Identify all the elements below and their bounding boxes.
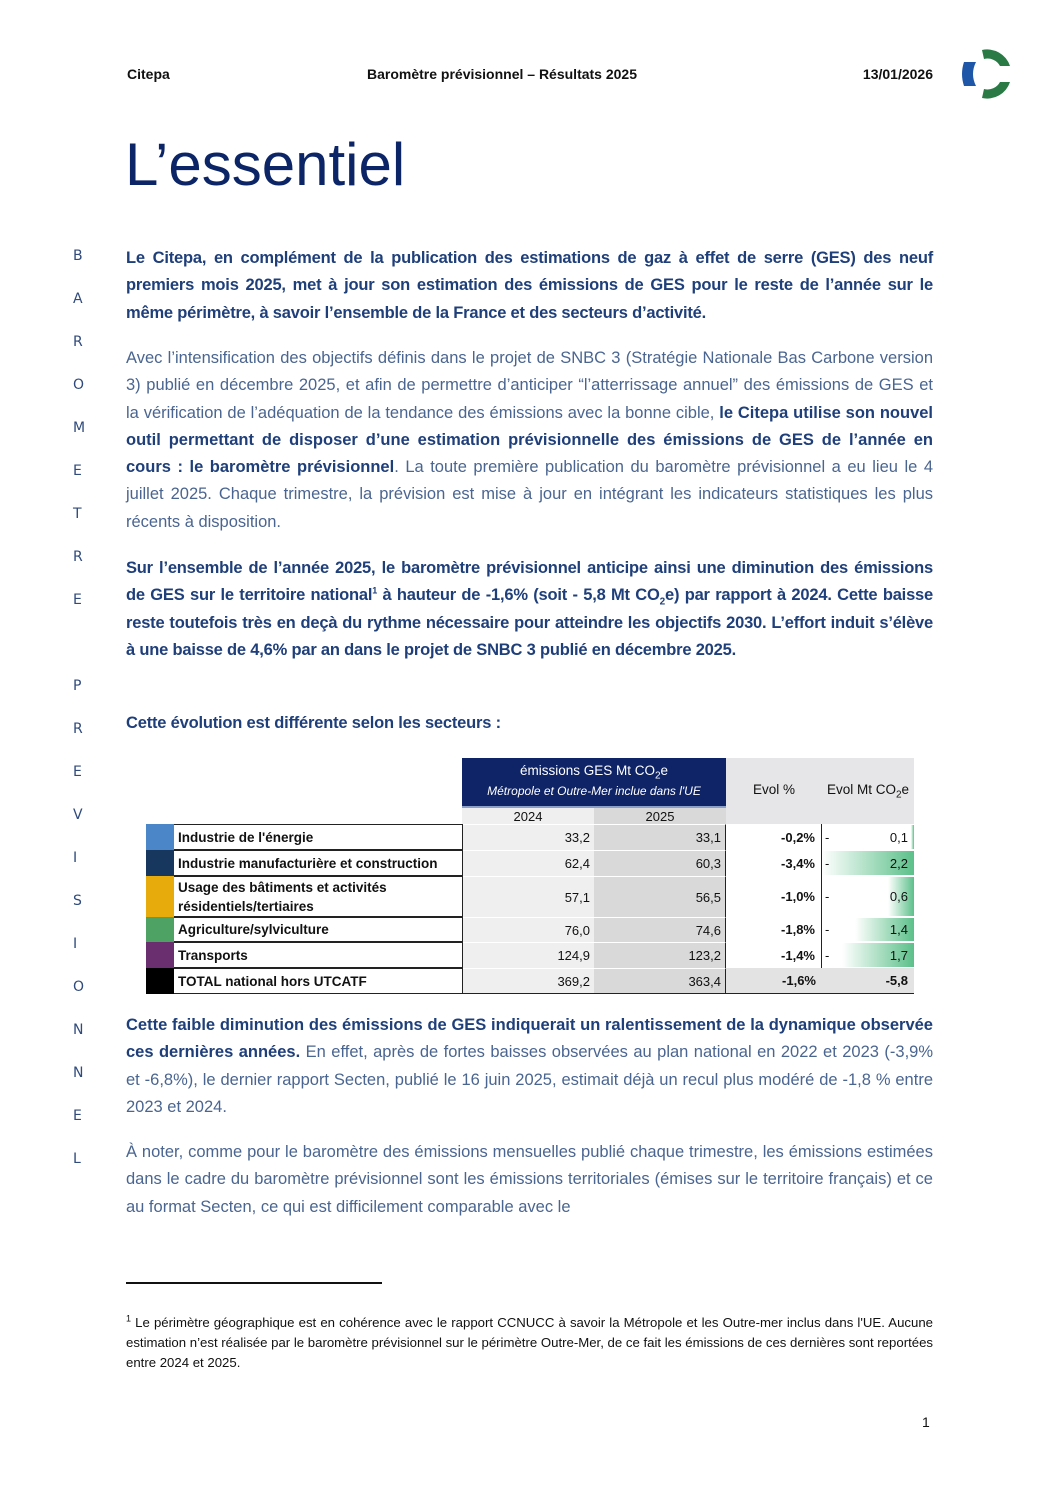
evol-pct: -1,4% [726,942,822,968]
table-row [146,824,914,850]
side-letter: I [73,936,78,952]
evol-sign: - [825,922,830,937]
value-2024: 57,1 [463,876,594,917]
sector-color-swatch [146,968,174,994]
side-letter: S [73,893,82,909]
evol-mt [822,850,914,876]
header-date: 13/01/2026 [862,66,933,82]
value-2024: 124,9 [463,942,594,968]
total-evol-pct: -1,6% [726,968,822,994]
side-letter: E [73,592,82,608]
table-row [146,876,914,917]
footnote-separator [126,1282,382,1284]
value-2024: 33,2 [463,824,594,850]
footnote [126,1313,933,1373]
total-evol-mt-value: -5,8 [885,973,908,988]
sector-label: Usage des bâtiments et activités résidentiels/tertiaires [174,876,463,917]
value-2024: 62,4 [463,850,594,876]
side-letter: I [73,850,78,866]
page-header [127,66,933,86]
footnote-ref[interactable]: 1 [372,585,378,596]
sector-emissions-table [146,758,914,994]
header-evol-mt-label: Evol Mt CO [826,782,896,797]
analysis-text: En effet, après de fortes baisses observées au plan national en 2022 et 2023 (-3,9% et -6,8%), le dernier rapport Secten, publié le 16 juin 2025, estimait déjà un recul plus modéré de -1,8 % entre 2023 et 2024. [126,1043,934,1116]
header-emissions-note: Métropole et Outre-Mer inclue dans l'UE [487,784,701,798]
evol-sign: - [825,947,830,963]
table-row [146,917,914,942]
evol-pct: -3,4% [726,850,822,876]
suffix: e [901,782,910,797]
evol-mt [822,917,914,942]
sector-label: Transports [174,942,463,968]
total-evol-mt [822,968,914,994]
side-letter: O [73,377,85,393]
evol-pct: -1,0% [726,876,822,917]
value-2025: 123,2 [594,942,726,968]
context-text: Avec l’intensification des objectifs définis dans le projet de SNBC 3 (Stratégie Nationale Bas Carbone version 3) publié en décembre 2025, et afin de permettre d’anticiper “l’atterrissage annuel” des émissions de GES et la vérification de l’adéquation de la tendance des émissions avec la bonne cible, [126,349,933,422]
table-row [146,850,914,876]
sector-color-swatch [146,917,174,942]
value-2025: 56,5 [594,876,726,917]
forecast-text-2: à hauteur de -1,6% (soit - 5,8 Mt CO [377,586,660,605]
evol-sign: - [825,889,830,904]
total-label: TOTAL national hors UTCATF [174,968,463,994]
context-paragraph [126,345,933,536]
evol-sign: - [825,829,830,845]
side-letter: R [73,721,83,737]
side-letter: P [73,678,82,694]
forecast-paragraph [126,555,933,664]
evol-pct: -1,8% [726,917,822,942]
value-2025: 74,6 [594,917,726,942]
intro-paragraph: Le Citepa, en complément de la publication des estimations de gaz à effet de serre (GES) des neuf premiers mois 2025, met à jour son estimation des émissions de GES pour le reste de l’année sur le même périmètre, à savoir l’ensemble de la France et des secteurs d’activité. [126,249,933,322]
header-year-2024: 2024 [462,806,594,824]
subscript: 2 [659,596,665,608]
citepa-logo-icon [958,46,1014,102]
table-header-emissions [462,758,726,806]
side-letter: R [73,549,83,565]
side-letter: N [73,1065,84,1081]
table-row-total [146,968,914,994]
table-row [146,942,914,968]
evol-mt-value: 1,4 [889,922,908,937]
side-letter: M [73,420,86,436]
total-2024: 369,2 [463,968,594,994]
header-evol-mt [822,782,914,801]
page-number: 1 [922,1414,930,1430]
side-letter: R [73,334,83,350]
header-org: Citepa [127,66,170,82]
evol-mt-value: 2,2 [889,855,908,871]
header-doc-title: Baromètre prévisionnel – Résultats 2025 [367,66,638,82]
analysis-paragraph [126,1012,933,1121]
side-letter: A [73,291,83,307]
sector-color-swatch [146,942,174,968]
data-bar [911,825,914,849]
sector-color-swatch [146,850,174,876]
note-paragraph: À noter, comme pour le baromètre des émissions mensuelles publié chaque trimestre, les émissions estimées dans le cadre du baromètre prévisionnel sont les émissions territoriales (émises sur le territoire français) et ce au format Secten, ce qui est difficilement comparable avec le [126,1143,933,1216]
header-emissions-label: émissions GES Mt CO [519,763,655,778]
sector-color-swatch [146,824,174,850]
side-letter: B [73,248,83,264]
value-2025: 33,1 [594,824,726,850]
side-letter: T [73,506,82,522]
context-highlight: le Citepa utilise son nouvel outil permettant de disposer d’une estimation prévisionnelle des émissions de GES de l’année en cours : le baromètre prévisionnel [126,403,934,477]
evol-mt [822,824,914,850]
side-letter: E [73,764,82,780]
side-letter: O [73,979,85,995]
value-2025: 60,3 [594,850,726,876]
analysis-highlight: Cette faible diminution des émissions de GES indiquerait un ralentissement de la dynamique observée ces dernières années. [126,1016,933,1062]
evol-mt [822,876,914,917]
footnote-marker: 1 [126,1313,132,1324]
sector-label: Agriculture/sylviculture [174,917,463,942]
side-letter: V [73,807,83,823]
sector-color-swatch [146,876,174,917]
evol-pct: -0,2% [726,824,822,850]
sector-label: Industrie manufacturière et construction [174,850,463,876]
evol-sign: - [825,855,830,871]
side-letter: E [73,1108,82,1124]
side-letter: L [73,1151,81,1167]
header-year-2025: 2025 [594,806,726,824]
side-letter: N [73,1022,84,1038]
context-text-end: . La toute première publication du baromètre prévisionnel a eu lieu le 4 juillet 2025. Chaque trimestre, la prévision est mise à jour en intégrant les indicateurs statistiques les plus récents à disposition. [126,458,934,531]
evol-mt-value: 0,6 [889,889,908,904]
header-evol-pct: Evol % [752,782,796,797]
evol-mt-value: 1,7 [889,947,908,963]
side-letter: E [73,463,82,479]
sector-intro: Cette évolution est différente selon les secteurs : [126,714,501,732]
forecast-text: Sur l’ensemble de l’année 2025, le baromètre prévisionnel anticipe ainsi une diminution des émissions de GES sur le territoire national [126,559,933,605]
sector-label: Industrie de l'énergie [174,824,463,850]
subscript: 2 [895,789,902,801]
total-2025: 363,4 [594,968,726,994]
footnote-text: Le périmètre géographique est en cohérence avec le rapport CCNUCC à savoir la Métropole et les Outre-mer inclus dans l'UE. Aucune estimation n’est réalisée par le baromètre prévisionnel sur le périmètre Outre-Mer, de ce fait les émissions de ces dernières sont reportées entre 2024 et 2025. [126,1315,934,1370]
suffix: e [660,763,669,778]
forecast-text-3: e) par rapport à 2024. Cette baisse reste toutefois très en deçà du rythme nécessaire pour atteindre les objectifs 2030. L’effort induit s’élève à une baisse de 4,6% par an dans le projet de SNBC 3 publié en décembre 2025. [126,586,933,659]
page-title: L’essentiel [125,131,406,198]
value-2024: 76,0 [463,917,594,942]
evol-mt [822,942,914,968]
subscript: 2 [654,770,661,782]
evol-mt-value: 0,1 [889,829,908,845]
